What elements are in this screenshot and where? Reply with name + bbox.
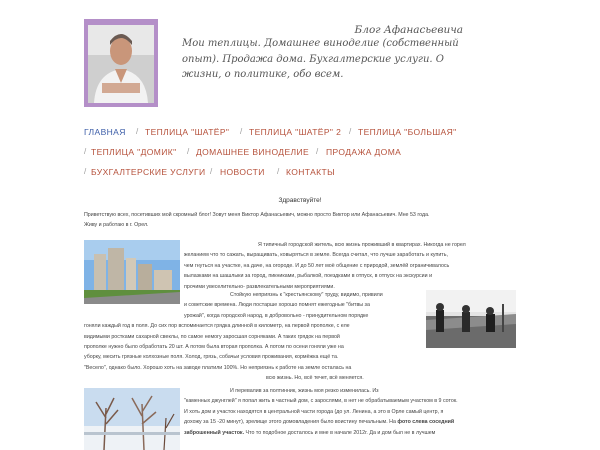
nav-item-home[interactable]: ГЛАВНАЯ — [84, 127, 126, 137]
paragraph-2-line: гоняли каждый год в поля. До сих пор вспоминается грядка длинной в километр, на первой прополке, с еле — [84, 323, 350, 330]
main-navigation — [84, 124, 504, 184]
nav-row-3 — [84, 164, 504, 184]
nav-item-greenhouse-shater[interactable]: ТЕПЛИЦА "ШАТЁР" — [145, 127, 230, 137]
intro-line-1: Приветствую всех, посетивших мой скромный блог! Зовут меня Виктор Афанасьевич, можно просто Виктор или Афанасьевич. Мне 53 года. — [84, 212, 430, 218]
winter-yard-photo — [84, 388, 180, 450]
paragraph-3-line: И хоть дом и участок находятся в центральной части города (до ул. Ленина, а это в Орле самый центр, я — [184, 408, 444, 415]
nav-item-winemaking[interactable]: ДОМАШНЕЕ ВИНОДЕЛИЕ — [196, 147, 310, 157]
paragraph-3-line — [184, 417, 516, 427]
site-title[interactable]: Блог Афанасьевича — [354, 24, 463, 36]
intro-line-2: Живу и работаю в г. Орел. — [84, 222, 149, 229]
paragraph-1-line: прочими увеселительно- развлекательными мероприятиями. — [184, 283, 335, 290]
nav-row-2 — [84, 144, 504, 164]
paragraph-2-line: "Весело", однако было. Хорошо хоть на заводе платили 100%. Но неприязнь к работе на земле осталась на — [84, 364, 352, 371]
nav-separator: / — [210, 167, 213, 176]
field-work-photo — [426, 290, 516, 348]
paragraph-2-line: Стойкую неприязнь к "крестьянскому" труду, видимо, привили — [230, 292, 383, 298]
nav-item-house-sale[interactable]: ПРОДАЖА ДОМА — [326, 147, 402, 157]
nav-separator: / — [187, 147, 190, 156]
nav-separator: / — [277, 167, 280, 176]
site-header — [0, 0, 600, 120]
nav-item-greenhouse-shater-2[interactable]: ТЕПЛИЦА "ШАТЁР" 2 — [249, 127, 342, 137]
nav-item-contacts[interactable]: КОНТАКТЫ — [286, 167, 336, 177]
nav-row-1 — [84, 124, 504, 144]
paragraph-3-line — [184, 428, 516, 438]
paragraph-2-line: уборку, месить грязные колхозные поля. Холод, грязь, собачьи условия проживания, кормёжка ещё та. — [84, 354, 339, 361]
paragraph-3-line: И перевалив за полтинник, жизнь моя резко изменилась. Из — [230, 388, 379, 394]
greeting-heading: Здравствуйте! — [278, 197, 322, 204]
paragraph-2-line: видимыми ростками сахарной свеклы, по самое немогу заросшая сорняками. А таких грядок на первой — [84, 333, 340, 340]
city-photo — [84, 240, 180, 304]
nav-separator: / — [84, 167, 87, 176]
paragraph-1-line: Я типичный городской житель, всю жизнь проживший в квартирах. Никогда не горел — [258, 242, 466, 248]
author-photo — [88, 25, 154, 103]
author-photo-frame — [84, 19, 158, 107]
photo-caption-bold: фото слева соседний — [397, 419, 455, 426]
paragraph-1-line: чем гнуться на участке, на даче, на огороде. И до 50 лет моё общение с природой, землёй ограничивалось — [184, 262, 450, 269]
nav-separator: / — [349, 127, 352, 136]
nav-separator: / — [316, 147, 319, 156]
paragraph-2-line: и советские времена. Люди постарше хорошо помнят ежегодные "битвы за — [184, 302, 370, 309]
paragraph-3-text: дохожу за 15 -20 минут), зрелище этого домовладения было воистину печальным. На — [184, 419, 396, 426]
nav-item-greenhouse-big[interactable]: ТЕПЛИЦА "БОЛЬШАЯ" — [358, 127, 457, 137]
nav-item-news[interactable]: НОВОСТИ — [220, 167, 265, 177]
paragraph-1-line: вылазками на шашлыки за город, пикниками, рыбалкой, поездками в отпуск, в отпуск на экскурсии и — [184, 273, 433, 280]
paragraph-2-line: урожай", когда городской народ, в добровольно - принудительном порядке — [184, 312, 369, 319]
photo-caption-bold: заброшенный участок. — [184, 429, 245, 436]
nav-separator: / — [240, 127, 243, 136]
paragraph-3-text: Что то подобное досталось и мне в начале 2012г. Да и дом был не в лучшем — [245, 429, 436, 436]
paragraph-2-line: прополке нужно было обработать 20 шт. А потом была вторая прополка. А потом по осени гоняли уже на — [84, 344, 344, 350]
paragraph-1-line: желанием что то сажать, выращивать, ковыряться в земле. Всегда считал, что лучше заработать и купить, — [184, 252, 448, 259]
nav-item-greenhouse-domik[interactable]: ТЕПЛИЦА "ДОМИК" — [91, 147, 177, 157]
nav-separator: / — [84, 147, 87, 156]
paragraph-3-line: "каменных джунглей" я попал жить в частный дом, с зарослями, в нет не обрабатываемым участком в 9 соток. — [184, 398, 458, 405]
paragraph-2-line: всю жизнь. Но, всё течет, всё меняется. — [266, 375, 364, 382]
site-tagline: Мои теплицы. Домашнее виноделие (собственный опыт). Продажа дома. Бухгалтерские услуги. О жизни, о политике, обо всем. — [182, 38, 459, 80]
nav-separator: / — [136, 127, 139, 136]
nav-item-accounting[interactable]: БУХГАЛТЕРСКИЕ УСЛУГИ — [91, 167, 206, 177]
